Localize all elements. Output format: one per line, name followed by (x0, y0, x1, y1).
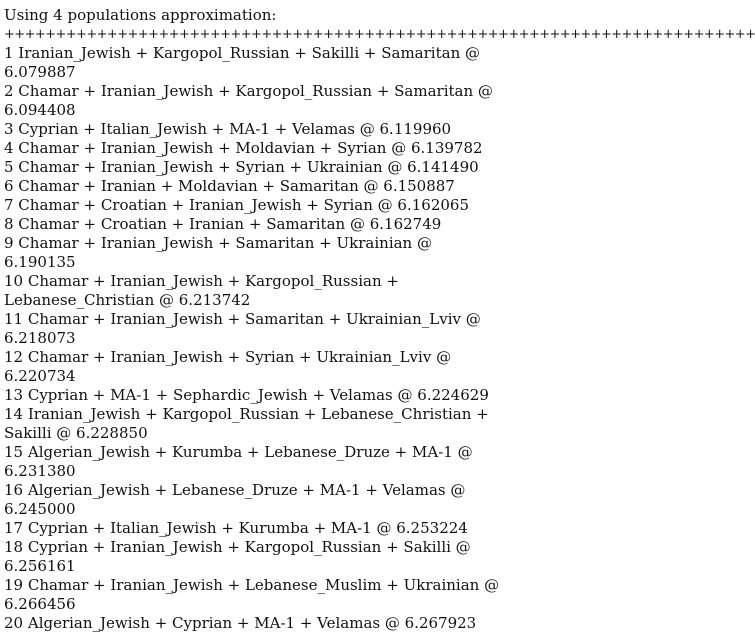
result-row: 4 Chamar + Iranian_Jewish + Moldavian + Syrian @ 6.139782 (4, 139, 483, 157)
results-list (4, 44, 531, 633)
result-row: 16 Algerian_Jewish + Lebanese_Druze + MA-1 + Velamas @ 6.245000 (4, 481, 466, 518)
result-row: 1 Iranian_Jewish + Kargopol_Russian + Sakilli + Samaritan @ 6.079887 (4, 44, 480, 81)
result-row: 17 Cyprian + Italian_Jewish + Kurumba + MA-1 @ 6.253224 (4, 519, 468, 537)
result-row: 2 Chamar + Iranian_Jewish + Kargopol_Russian + Samaritan @ 6.094408 (4, 82, 493, 119)
result-row: 5 Chamar + Iranian_Jewish + Syrian + Ukrainian @ 6.141490 (4, 158, 479, 176)
result-row: 8 Chamar + Croatian + Iranian + Samaritan @ 6.162749 (4, 215, 442, 233)
result-row: 14 Iranian_Jewish + Kargopol_Russian + Lebanese_Christian + Sakilli @ 6.228850 (4, 405, 489, 442)
result-row: 20 Algerian_Jewish + Cyprian + MA-1 + Velamas @ 6.267923 (4, 614, 477, 632)
approximation-heading: Using 4 populations approximation: (4, 6, 277, 24)
result-row: 7 Chamar + Croatian + Iranian_Jewish + Syrian @ 6.162065 (4, 196, 470, 214)
result-row: 6 Chamar + Iranian + Moldavian + Samaritan @ 6.150887 (4, 177, 455, 195)
separator-line: +++++++++++++++++++++++++++++++++++++++++++++++++++++++++++++++++++++++++ (4, 27, 755, 42)
result-row: 12 Chamar + Iranian_Jewish + Syrian + Ukrainian_Lviv @ 6.220734 (4, 348, 452, 385)
result-row: 9 Chamar + Iranian_Jewish + Samaritan + Ukrainian @ 6.190135 (4, 234, 432, 271)
result-row: 3 Cyprian + Italian_Jewish + MA-1 + Velamas @ 6.119960 (4, 120, 452, 138)
result-row: 13 Cyprian + MA-1 + Sephardic_Jewish + Velamas @ 6.224629 (4, 386, 489, 404)
result-row: 15 Algerian_Jewish + Kurumba + Lebanese_Druze + MA-1 @ 6.231380 (4, 443, 473, 480)
result-row: 11 Chamar + Iranian_Jewish + Samaritan + Ukrainian_Lviv @ 6.218073 (4, 310, 481, 347)
result-row: 19 Chamar + Iranian_Jewish + Lebanese_Muslim + Ukrainian @ 6.266456 (4, 576, 500, 613)
result-row: 10 Chamar + Iranian_Jewish + Kargopol_Russian + Lebanese_Christian @ 6.213742 (4, 272, 399, 309)
result-row: 18 Cyprian + Iranian_Jewish + Kargopol_Russian + Sakilli @ 6.256161 (4, 538, 471, 575)
